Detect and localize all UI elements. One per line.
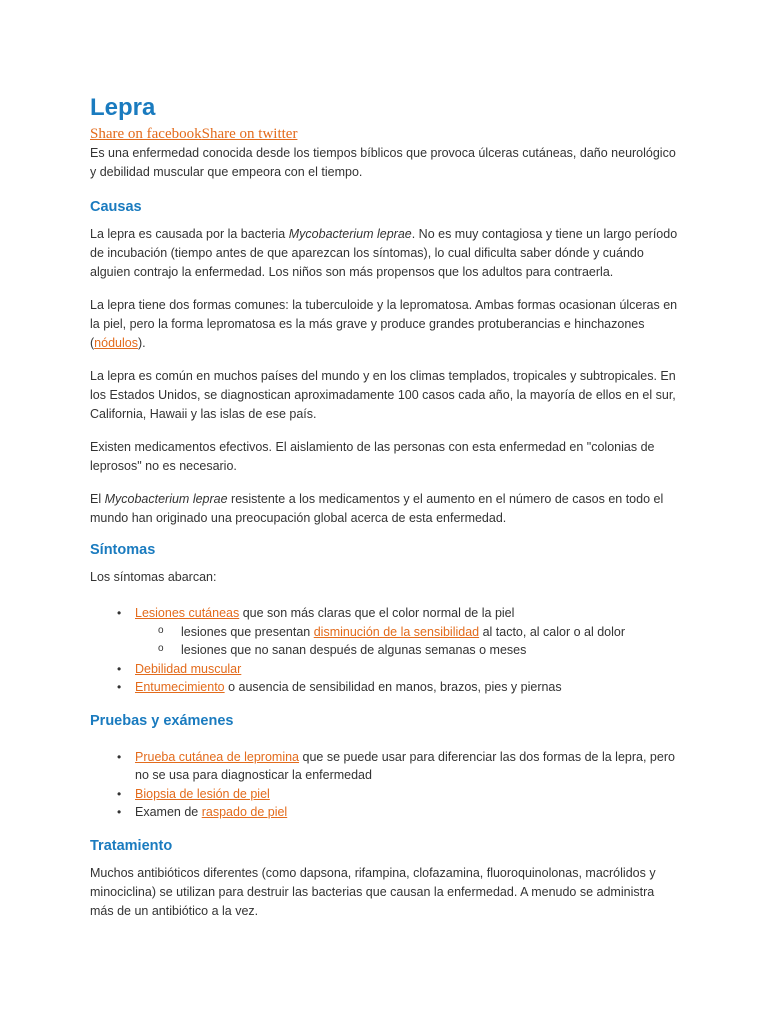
list-item: o lesiones que no sanan después de algunas semanas o meses xyxy=(90,641,678,660)
sintomas-list xyxy=(90,604,678,697)
lesiones-cutaneas-link[interactable]: Lesiones cutáneas xyxy=(135,606,240,620)
text: El xyxy=(90,492,105,506)
list-item xyxy=(90,785,678,804)
list-item xyxy=(90,678,678,697)
share-links xyxy=(90,124,678,144)
raspado-piel-link[interactable]: raspado de piel xyxy=(201,805,288,819)
list-item xyxy=(90,623,678,642)
text: Examen de xyxy=(135,805,202,819)
text: que se puede usar para diferenciar las dos formas de la lepra, pero no se usa para diagnosticar la enfermedad xyxy=(135,749,675,782)
intro-paragraph: Es una enfermedad conocida desde los tiempos bíblicos que provoca úlceras cutáneas, daño neurológico y debilidad muscular que empeora con el tiempo. xyxy=(90,146,676,179)
page-title: Lepra xyxy=(90,94,156,121)
heading-causas: Causas xyxy=(90,199,142,215)
nodulos-link[interactable]: nódulos xyxy=(94,336,138,350)
share-twitter-link[interactable]: Share on twitter xyxy=(201,126,298,142)
text: La lepra tiene dos formas comunes: la tuberculoide y la lepromatosa. Ambas formas ocasionan úlceras en la piel, pero la forma lepromatosa es la más grave y produce grandes protuberancias e hinchazones ( xyxy=(90,298,678,350)
species-name: Mycobacterium leprae xyxy=(104,492,228,506)
text: que son más claras que el color normal de la piel xyxy=(239,606,515,620)
text: o ausencia de sensibilidad en manos, brazos, pies y piernas xyxy=(224,680,562,694)
causas-paragraph-5 xyxy=(90,490,678,528)
biopsia-link[interactable]: Biopsia de lesión de piel xyxy=(135,786,270,801)
text: . No es muy contagiosa y tiene un largo período de incubación (tiempo antes de que aparezcan los síntomas), lo cual dificulta saber dónde y cuándo alguien contrajo la enfermedad. Los niños son más propensos que los adultos para contraerla. xyxy=(90,227,678,279)
causas-paragraph-1 xyxy=(90,225,678,282)
species-name: Mycobacterium leprae xyxy=(288,227,412,241)
text: al tacto, al calor o al dolor xyxy=(479,624,626,639)
list-item xyxy=(90,604,678,660)
tratamiento-paragraph-1: Muchos antibióticos diferentes (como dapsona, rifampina, clofazamina, fluoroquinolonas, macrólidos y minociclina) se utilizan para destruir las bacterias que causan la enfermedad. A menudo se administra más de un antibiótico a la vez. xyxy=(90,865,656,918)
list-item xyxy=(90,803,678,822)
entumecimiento-link[interactable]: Entumecimiento xyxy=(135,680,225,694)
causas-paragraph-2 xyxy=(90,296,678,353)
heading-tratamiento: Tratamiento xyxy=(90,837,173,854)
list-item xyxy=(90,748,678,785)
text: ). xyxy=(137,336,146,350)
debilidad-muscular-link[interactable]: Debilidad muscular xyxy=(135,661,242,676)
share-facebook-link[interactable]: Share on facebook xyxy=(90,126,202,142)
text: La lepra es causada por la bacteria xyxy=(90,227,289,241)
causas-paragraph-4: Existen medicamentos efectivos. El aislamiento de las personas con esta enfermedad en "colonias de leprosos" no es necesario. xyxy=(90,440,655,473)
disminucion-sensibilidad-link[interactable]: disminución de la sensibilidad xyxy=(313,624,480,639)
sintomas-intro: Los síntomas abarcan: xyxy=(90,570,217,584)
pruebas-list xyxy=(90,748,678,822)
list-item xyxy=(90,660,678,679)
text: lesiones que presentan xyxy=(181,624,314,639)
prueba-lepromina-link[interactable]: Prueba cutánea de lepromina xyxy=(135,749,300,764)
heading-pruebas: Pruebas y exámenes xyxy=(90,712,234,729)
heading-sintomas: Síntomas xyxy=(90,542,156,558)
text: resistente a los medicamentos y el aumento en el número de casos en todo el mundo han originado una preocupación global acerca de esta enfermedad. xyxy=(90,492,664,525)
causas-paragraph-3: La lepra es común en muchos países del mundo y en los climas templados, tropicales y subtropicales. En los Estados Unidos, se diagnostican aproximadamente 100 casos cada año, la mayoría de ellos en el sur, California, Hawaii y las islas de ese país. xyxy=(90,369,676,421)
sintomas-sublist xyxy=(135,623,678,660)
